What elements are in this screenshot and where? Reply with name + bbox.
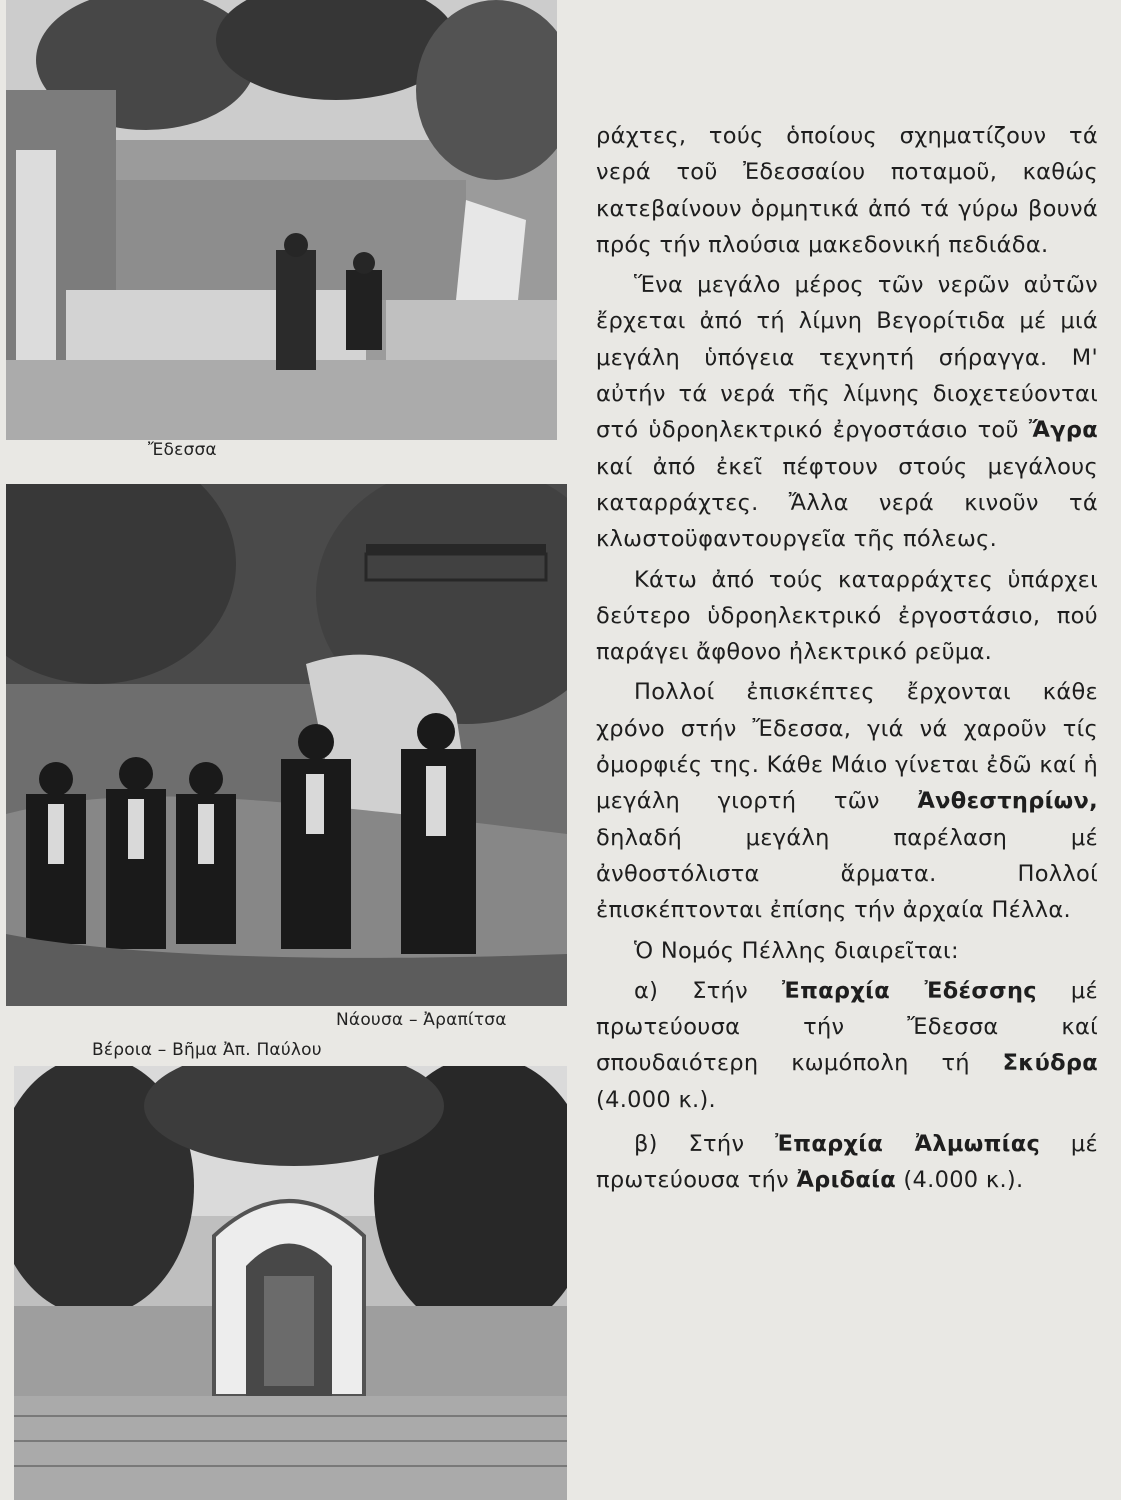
edessa-waterfall-photo: [6, 0, 557, 440]
edessa-province-bold: Ἐπαρχία Ἐδέσσης: [781, 977, 1037, 1004]
anthestiria-bold: Ἀνθεστηρίων,: [917, 788, 1098, 815]
paragraph-vegoritida: Ἕνα μεγάλο μέρος τῶν νερῶν αὐτῶν ἔρχεται ἀπό τή λίμνη Βεγορίτιδα μέ μιά μεγάλη ὑπόγεια τεχνητή σήραγγα. Μ' αὐτήν τά νερά τῆς λίμνης διοχετεύονται στό ὑδροηλεκτρικό ἐργοστάσιο τοῦ Ἄγρα καί ἀπό ἐκεῖ πέφτουν στούς μεγάλους καταρράχτες. Ἄλλα νερά κινοῦν τά κλωστοϋφαντουργεῖα τῆς πόλεως.: [596, 272, 1098, 553]
aridaia-bold: Ἀριδαία: [796, 1167, 896, 1194]
skydra-bold: Σκύδρα: [1002, 1050, 1098, 1077]
paragraph-edessa-province: α) Στήν Ἐπαρχία Ἐδέσσης μέ πρωτεύουσα τήν Ἔδεσσα καί σπουδαιότερη κωμόπολη τή Σκύδρα (4.000 κ.).: [596, 977, 1098, 1113]
veroia-bema-photo: [14, 1066, 567, 1500]
almopia-province-bold: Ἐπαρχία Ἀλμωπίας: [775, 1131, 1041, 1158]
paragraph-second-plant: Κάτω ἀπό τούς καταρράχτες ὑπάρχει δεύτερο ὑδροηλεκτρικό ἐργοστάσιο, πού παράγει ἄφθονο ἠλεκτρικό ρεῦμα.: [596, 566, 1098, 666]
paragraph-waterfalls: ράχτες, τούς ὁποίους σχηματίζουν τά νερά τοῦ Ἐδεσσαίου ποταμοῦ, καθώς κατεβαίνουν ὁρμητικά ἀπό τά γύρω βουνά πρός τήν πλούσια μακεδονική πεδιάδα.: [596, 123, 1098, 258]
photo-caption-veroia: Βέροια – Βῆμα Ἀπ. Παύλου: [92, 1040, 322, 1060]
photo-caption-edessa: Ἔδεσσα: [148, 440, 217, 460]
photo-caption-naousa: Νάουσα – Ἀραπίτσα: [336, 1010, 507, 1030]
naousa-arapitsa-photo: [6, 484, 567, 1006]
paragraph-visitors: Πολλοί ἐπισκέπτες ἔρχονται κάθε χρόνο στήν Ἔδεσσα, γιά νά χαροῦν τίς ὀμορφιές της. Κάθε Μάιο γίνεται ἐδῶ καί ἡ μεγάλη γιορτή τῶν Ἀνθεστηρίων, δηλαδή μεγάλη παρέλαση μέ ἀνθοστόλιστα ἅρματα. Πολλοί ἐπισκέπτονται ἐπίσης τήν ἀρχαία Πέλλα.: [596, 679, 1099, 924]
agras-bold: Ἄγρα: [1028, 417, 1098, 444]
paragraph-almopia-province: β) Στήν Ἐπαρχία Ἀλμωπίας μέ πρωτεύουσα τήν Ἀριδαία (4.000 κ.).: [596, 1131, 1099, 1194]
paragraph-division: Ὁ Νομός Πέλλης διαιρεῖται:: [634, 937, 959, 964]
main-text-column: [596, 118, 1098, 1203]
